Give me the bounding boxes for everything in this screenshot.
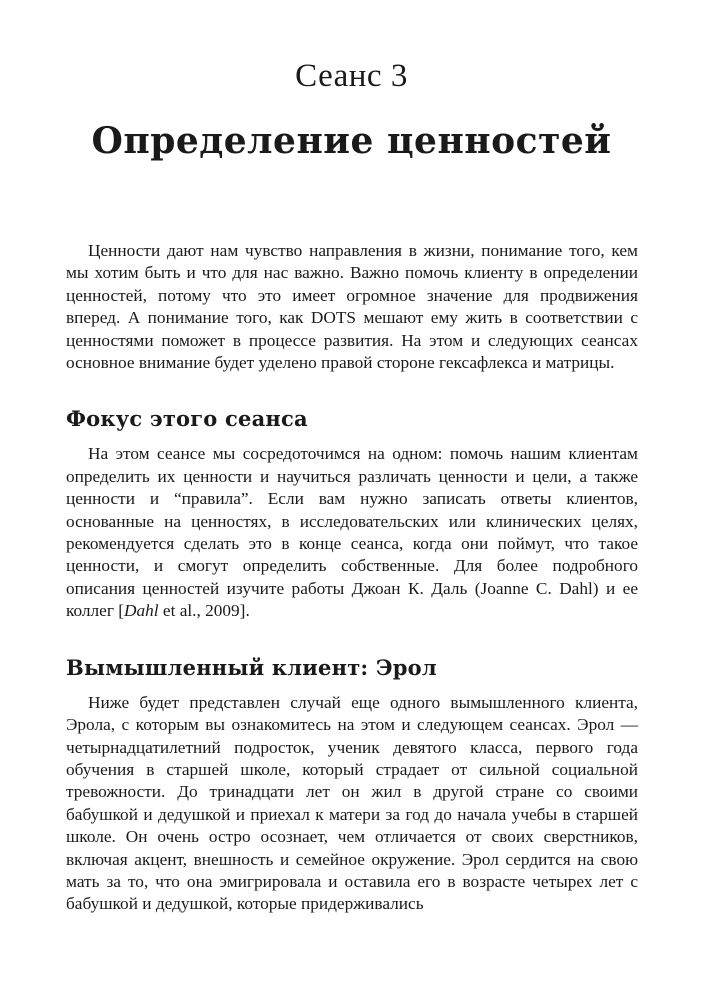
session-label: Сеанс 3: [295, 58, 408, 94]
page-body: [66, 240, 638, 916]
intro-paragraph: Ценности дают нам чувство направления в жизни, понимание того, кем мы хотим быть и что для нас важно. Важно помочь клиенту в определении ценностей, потому что это имеет огромное значение для продвижения вперед. А понимание того, как DOTS мешают ему жить в соответствии с ценностями поможет в процессе развития. На этом и следующих сеансах основное внимание будет уделено правой стороне гексафлекса и матрицы.: [66, 241, 638, 373]
client-section-heading: Вымышленный клиент: Эрол: [66, 654, 437, 680]
citation-author: Dahl: [124, 601, 159, 621]
citation-rest: et al., 2009].: [158, 601, 250, 621]
client-paragraph: Ниже будет представлен случай еще одного вымышленного клиента, Эрола, с которым вы ознакомитесь на этом и следующем сеансах. Эрол — четырнадцатилетний подросток, ученик девятого класса, первого года обучения в старшей школе, который страдает от сильной социальной тревожности. До тринадцати лет он жил в другой стране со своими бабушкой и дедушкой и приехал к матери за год до начала учебы в старшей школе. Он очень остро осознает, чем отличается от своих сверстников, включая акцент, внешность и семейное окружение. Эрол сердится на свою мать за то, что она эмигрировала и оставила его в возрасте четырех лет с бабушкой и дедушкой, которые придерживались: [66, 692, 638, 914]
focus-section-heading: Фокус этого сеанса: [66, 406, 308, 432]
focus-paragraph-text: На этом сеансе мы сосредоточимся на одном: помочь нашим клиентам определить их ценности и научиться различать ценности и цели, а также ценности и “правила”. Если вам нужно записать ответы клиентов, основанные на ценностях, в исследовательских или клинических целях, рекомендуется сделать это в конце сеанса, когда они поймут, что такое ценности, и смогут определить собственные. Для более подробного описания ценностей изучите работы Джоан К. Даль (Joanne C. Dahl) и ее коллег [: [66, 444, 638, 621]
focus-paragraph: [66, 443, 638, 622]
chapter-title: Определение ценностей: [91, 120, 612, 162]
